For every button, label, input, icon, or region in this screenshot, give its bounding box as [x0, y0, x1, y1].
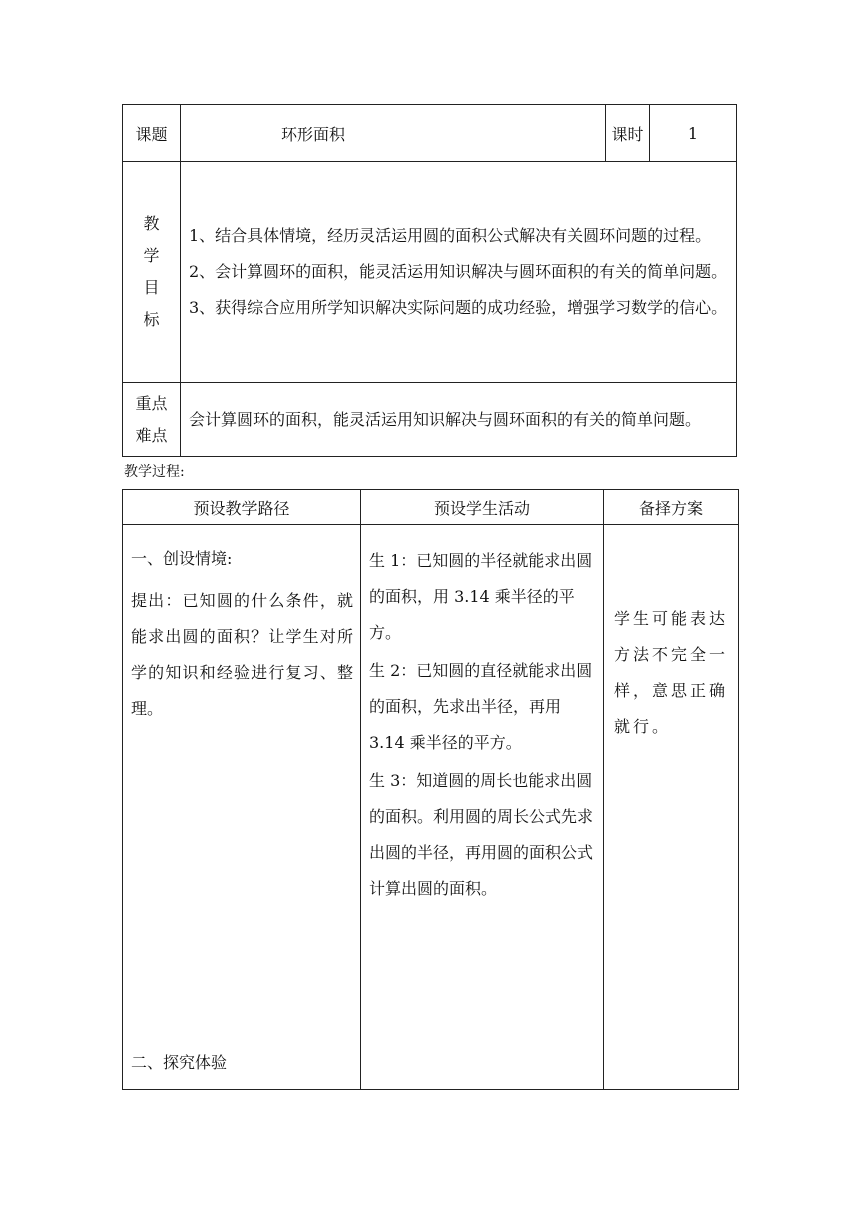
student-activity-item: 生 2：已知圆的直径就能求出圆的面积，先求出半径，再用 3.14 乘半径的平方。 [369, 661, 593, 752]
header-student-activity: 预设学生活动 [361, 490, 604, 525]
goal-item: 2、会计算圆环的面积，能灵活运用知识解决与圆环面积的有关的简单问题。 [189, 262, 728, 281]
alternative-plan-text: 学生可能表达方法不完全一样，意思正确就行。 [614, 609, 729, 736]
goals-row [123, 162, 737, 383]
section-text: 提出：已知圆的什么条件，就能求出圆的面积？让学生对所学的知识和经验进行复习、整理。 [131, 591, 353, 718]
header-teaching-path: 预设教学路径 [123, 490, 361, 525]
lesson-info-table [122, 104, 737, 457]
goal-item: 3、获得综合应用所学知识解决实际问题的成功经验，增强学习数学的信心。 [189, 298, 728, 317]
process-body-row [123, 525, 739, 1090]
process-header-row [123, 490, 739, 525]
goals-list [181, 210, 736, 334]
section-title: 一、创设情境: [131, 549, 233, 568]
goal-item: 1、结合具体情境，经历灵活运用圆的面积公式解决有关圆环问题的过程。 [189, 226, 712, 245]
teaching-process-table [122, 489, 739, 1090]
topic-row [123, 105, 737, 162]
topic-value: 环形面积 [281, 124, 346, 144]
student-activity-item: 生 3：知道圆的周长也能求出圆的面积。利用圆的周长公式先求出圆的半径，再用圆的面积公式计算出圆的面积。 [369, 771, 594, 898]
key-points-row [123, 383, 737, 457]
key-points-label: 重点 难点 [135, 393, 168, 445]
process-caption: 教学过程: [124, 464, 185, 480]
header-alternative-plan: 备择方案 [604, 490, 739, 525]
section-title: 二、探究体验 [131, 1053, 228, 1072]
goals-label: 教 学 目 标 [143, 214, 160, 329]
period-value: 1 [650, 105, 737, 162]
topic-label: 课题 [123, 105, 181, 162]
key-points-text: 会计算圆环的面积，能灵活运用知识解决与圆环面积的有关的简单问题。 [189, 409, 702, 429]
student-activity-item: 生 1：已知圆的半径就能求出圆的面积，用 3.14 乘半径的平方。 [369, 551, 593, 642]
period-label: 课时 [606, 105, 650, 162]
